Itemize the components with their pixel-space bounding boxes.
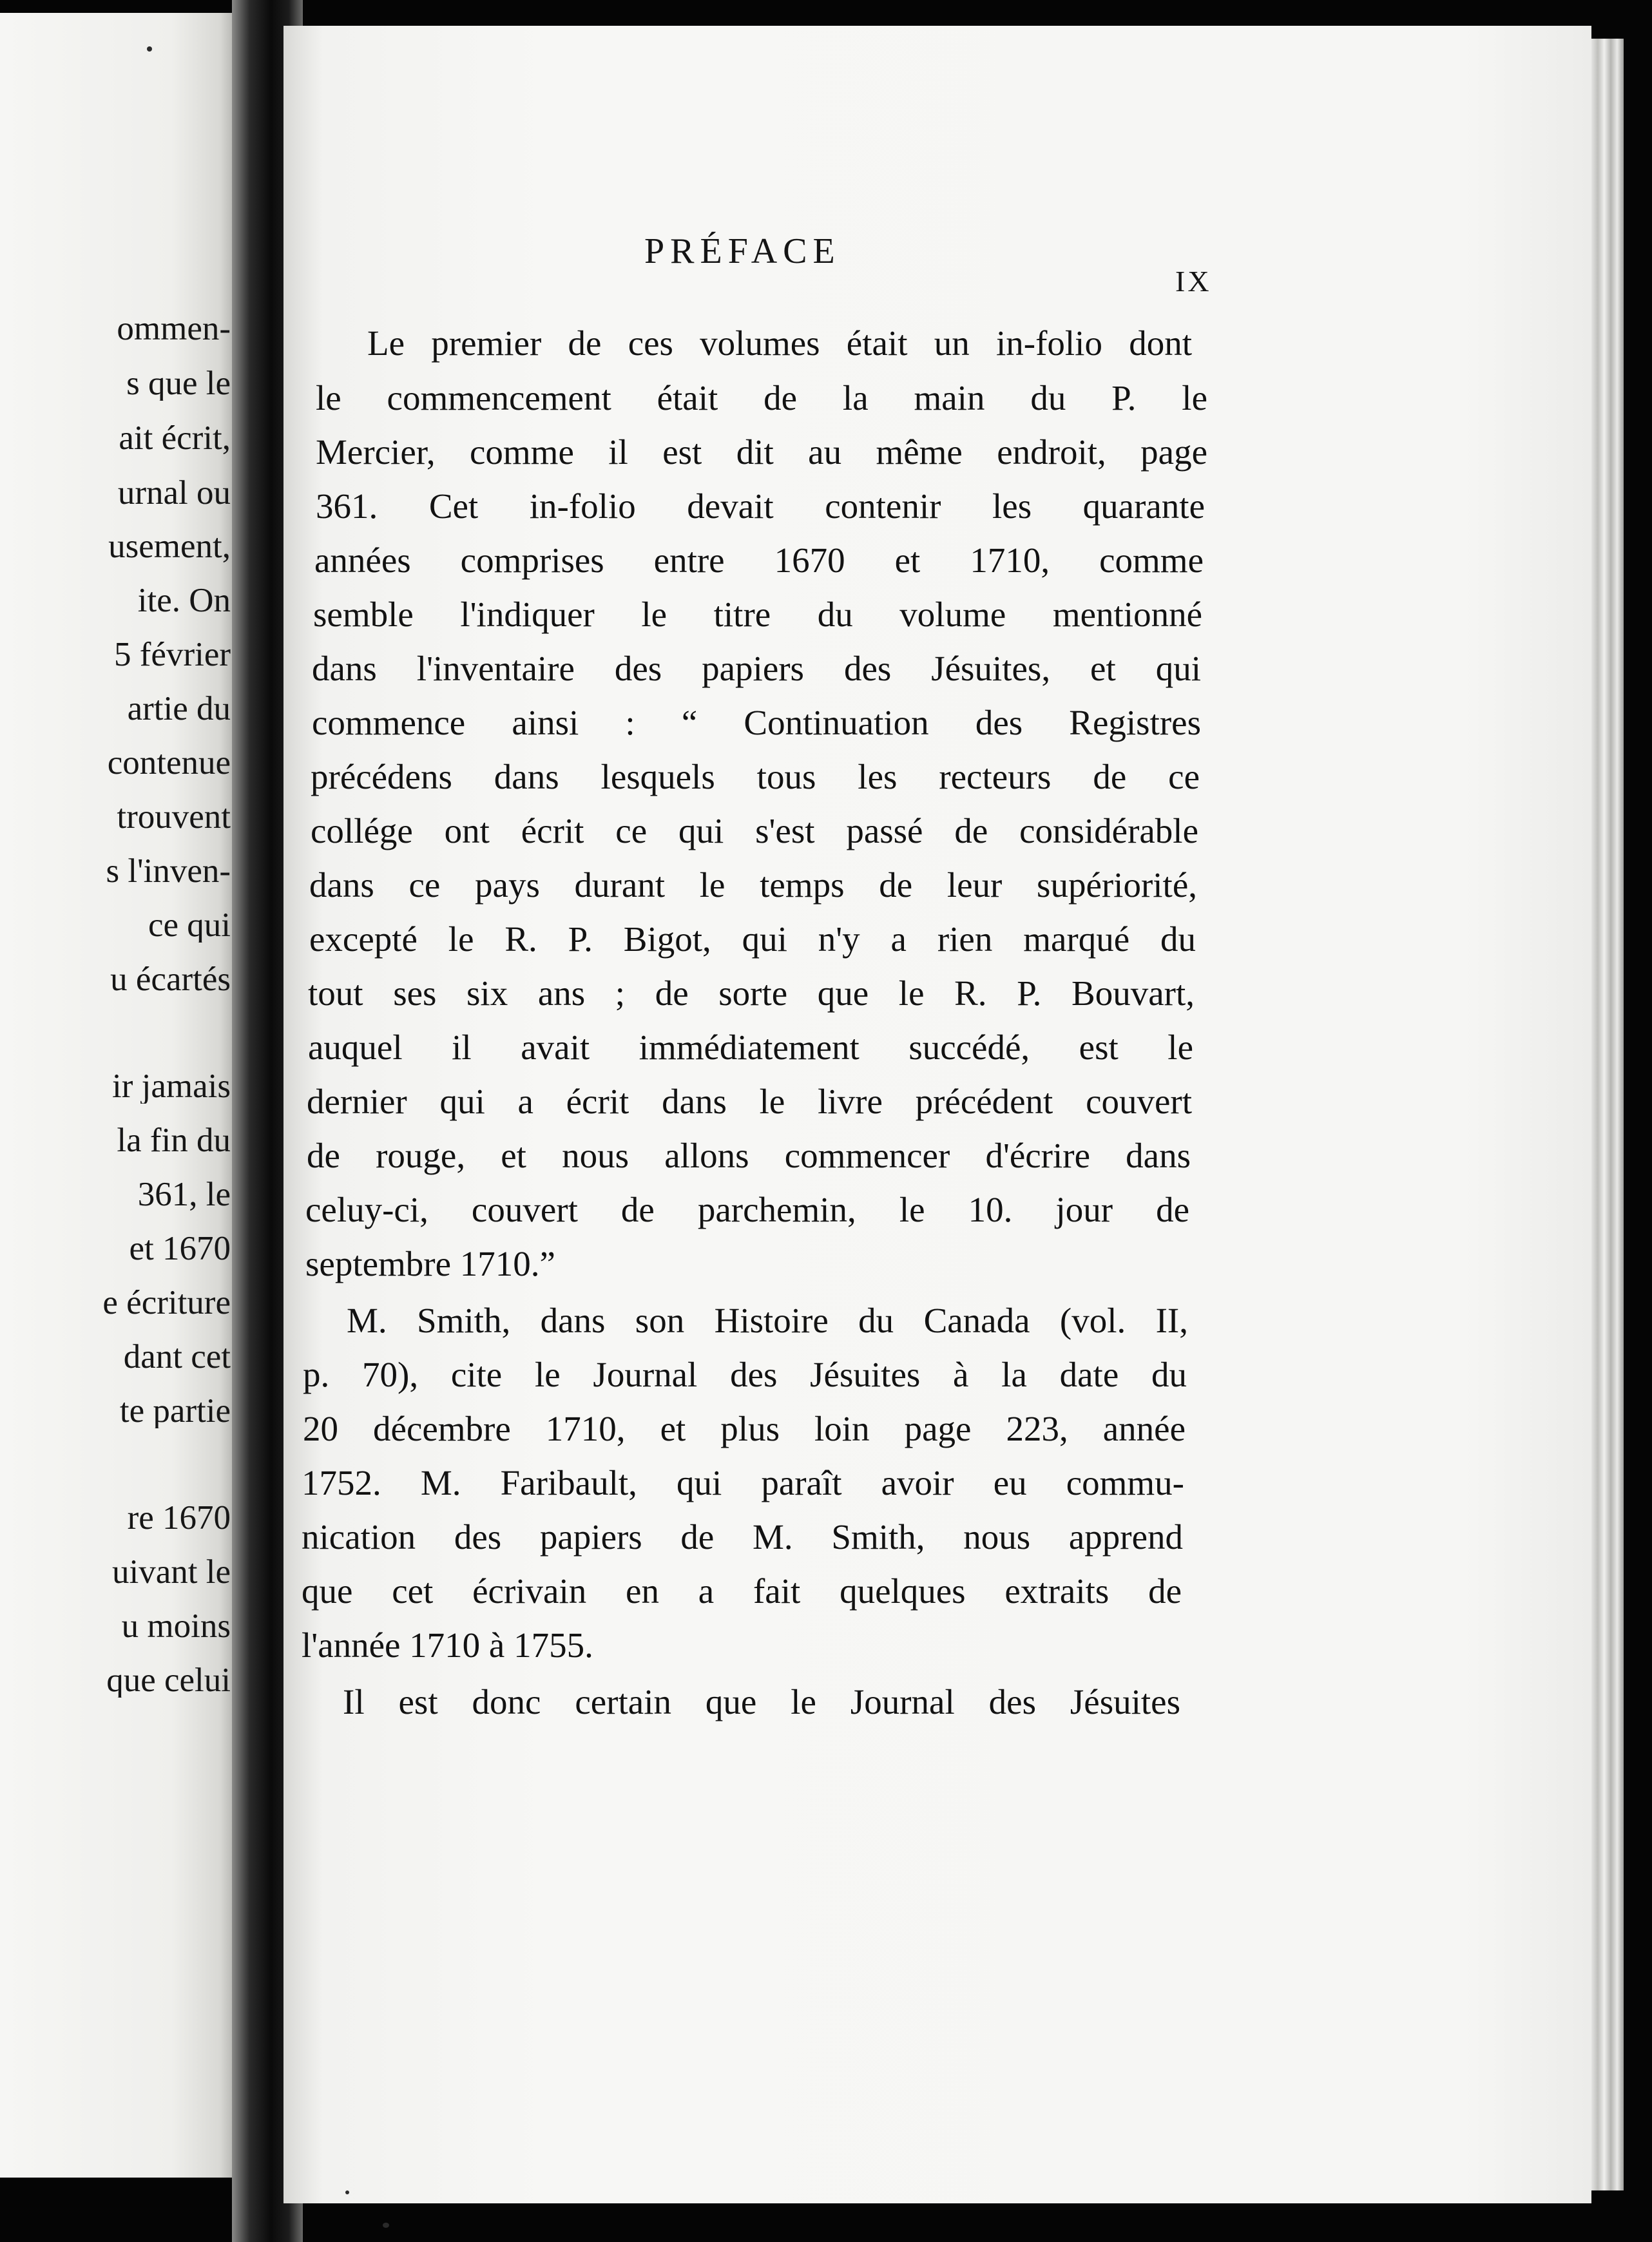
- body-line: de rouge, et nous allons commencer d'écrire dans: [307, 1136, 1191, 1175]
- left-page-line: 5 février: [114, 638, 231, 672]
- left-page-line: 361, le: [137, 1178, 231, 1212]
- left-page-line: artie du: [127, 692, 231, 726]
- left-page-line: re 1670: [127, 1501, 231, 1535]
- left-page-line: ommen-: [117, 312, 231, 346]
- left-page-line: que celui: [106, 1663, 231, 1698]
- left-page-line: ite. On: [137, 584, 231, 618]
- body-line: le commencement était de la main du P. le: [316, 378, 1207, 417]
- body-line: 20 décembre 1710, et plus loin page 223, année: [303, 1409, 1186, 1448]
- body-line: 1752. M. Faribault, qui paraît avoir eu commu-: [302, 1463, 1184, 1502]
- left-page-line: s l'inven-: [106, 854, 231, 888]
- body-line: dernier qui a écrit dans le livre précédent couvert: [307, 1082, 1192, 1121]
- body-line: Mercier, comme il est dit au même endroit, page: [316, 432, 1207, 472]
- body-line: excepté le R. P. Bigot, qui n'y a rien marqué du: [309, 919, 1196, 959]
- body-line: Le premier de ces volumes était un in-folio dont: [367, 323, 1192, 363]
- body-line: années comprises entre 1670 et 1710, comme: [314, 541, 1204, 580]
- body-line: M. Smith, dans son Histoire du Canada (vol. II,: [347, 1301, 1188, 1340]
- body-line: précédens dans lesquels tous les recteurs de ce: [311, 757, 1200, 796]
- left-page-line: ait écrit,: [119, 421, 231, 455]
- left-page-line: u écartés: [110, 963, 231, 997]
- body-line: septembre 1710.”: [305, 1244, 555, 1283]
- left-page-line: usement,: [108, 530, 231, 564]
- body-line: dans ce pays durant le temps de leur supériorité,: [309, 865, 1197, 905]
- body-line: Il est donc certain que le Journal des Jésuites: [343, 1682, 1180, 1721]
- body-line: dans l'inventaire des papiers des Jésuites, et qui: [312, 649, 1201, 688]
- left-page-line: et 1670: [129, 1232, 231, 1266]
- scan-speck: [383, 2223, 389, 2228]
- body-line: auquel il avait immédiatement succédé, est le: [308, 1028, 1193, 1067]
- page-number: IX: [1175, 265, 1212, 298]
- left-page-line: ce qui: [148, 908, 231, 943]
- left-page-line: ir jamais: [112, 1069, 231, 1104]
- left-page-line: urnal ou: [117, 476, 231, 510]
- left-page-line: contenue: [107, 746, 231, 780]
- body-line: l'année 1710 à 1755.: [302, 1625, 593, 1665]
- left-page-line: dant cet: [123, 1340, 231, 1374]
- body-line: celuy-ci, couvert de parchemin, le 10. jour de: [305, 1190, 1189, 1229]
- left-facing-page: [0, 13, 245, 2178]
- body-line: nication des papiers de M. Smith, nous apprend: [302, 1517, 1183, 1557]
- body-line: que cet écrivain en a fait quelques extraits de: [302, 1571, 1182, 1611]
- page-edges: [1591, 39, 1624, 2190]
- left-page-line: la fin du: [117, 1124, 231, 1158]
- body-line: p. 70), cite le Journal des Jésuites à la date du: [303, 1355, 1187, 1394]
- scan-speck: [345, 2190, 349, 2194]
- body-line: tout ses six ans ; de sorte que le R. P. Bouvart,: [308, 973, 1195, 1013]
- left-page-line: trouvent: [117, 800, 231, 834]
- left-page-line: e écriture: [102, 1286, 231, 1320]
- left-page-line: u moins: [121, 1609, 231, 1643]
- left-page-line: s que le: [126, 367, 231, 401]
- scan-speck: [147, 46, 152, 52]
- body-line: commence ainsi : “ Continuation des Registres: [312, 703, 1201, 742]
- body-line: semble l'indiquer le titre du volume mentionné: [313, 595, 1202, 634]
- body-line: collége ont écrit ce qui s'est passé de considérable: [311, 811, 1198, 850]
- running-head: PRÉFACE: [644, 231, 841, 271]
- body-line: 361. Cet in-folio devait contenir les quarante: [316, 486, 1205, 526]
- left-page-line: te partie: [119, 1394, 231, 1428]
- left-page-line: uivant le: [112, 1555, 231, 1589]
